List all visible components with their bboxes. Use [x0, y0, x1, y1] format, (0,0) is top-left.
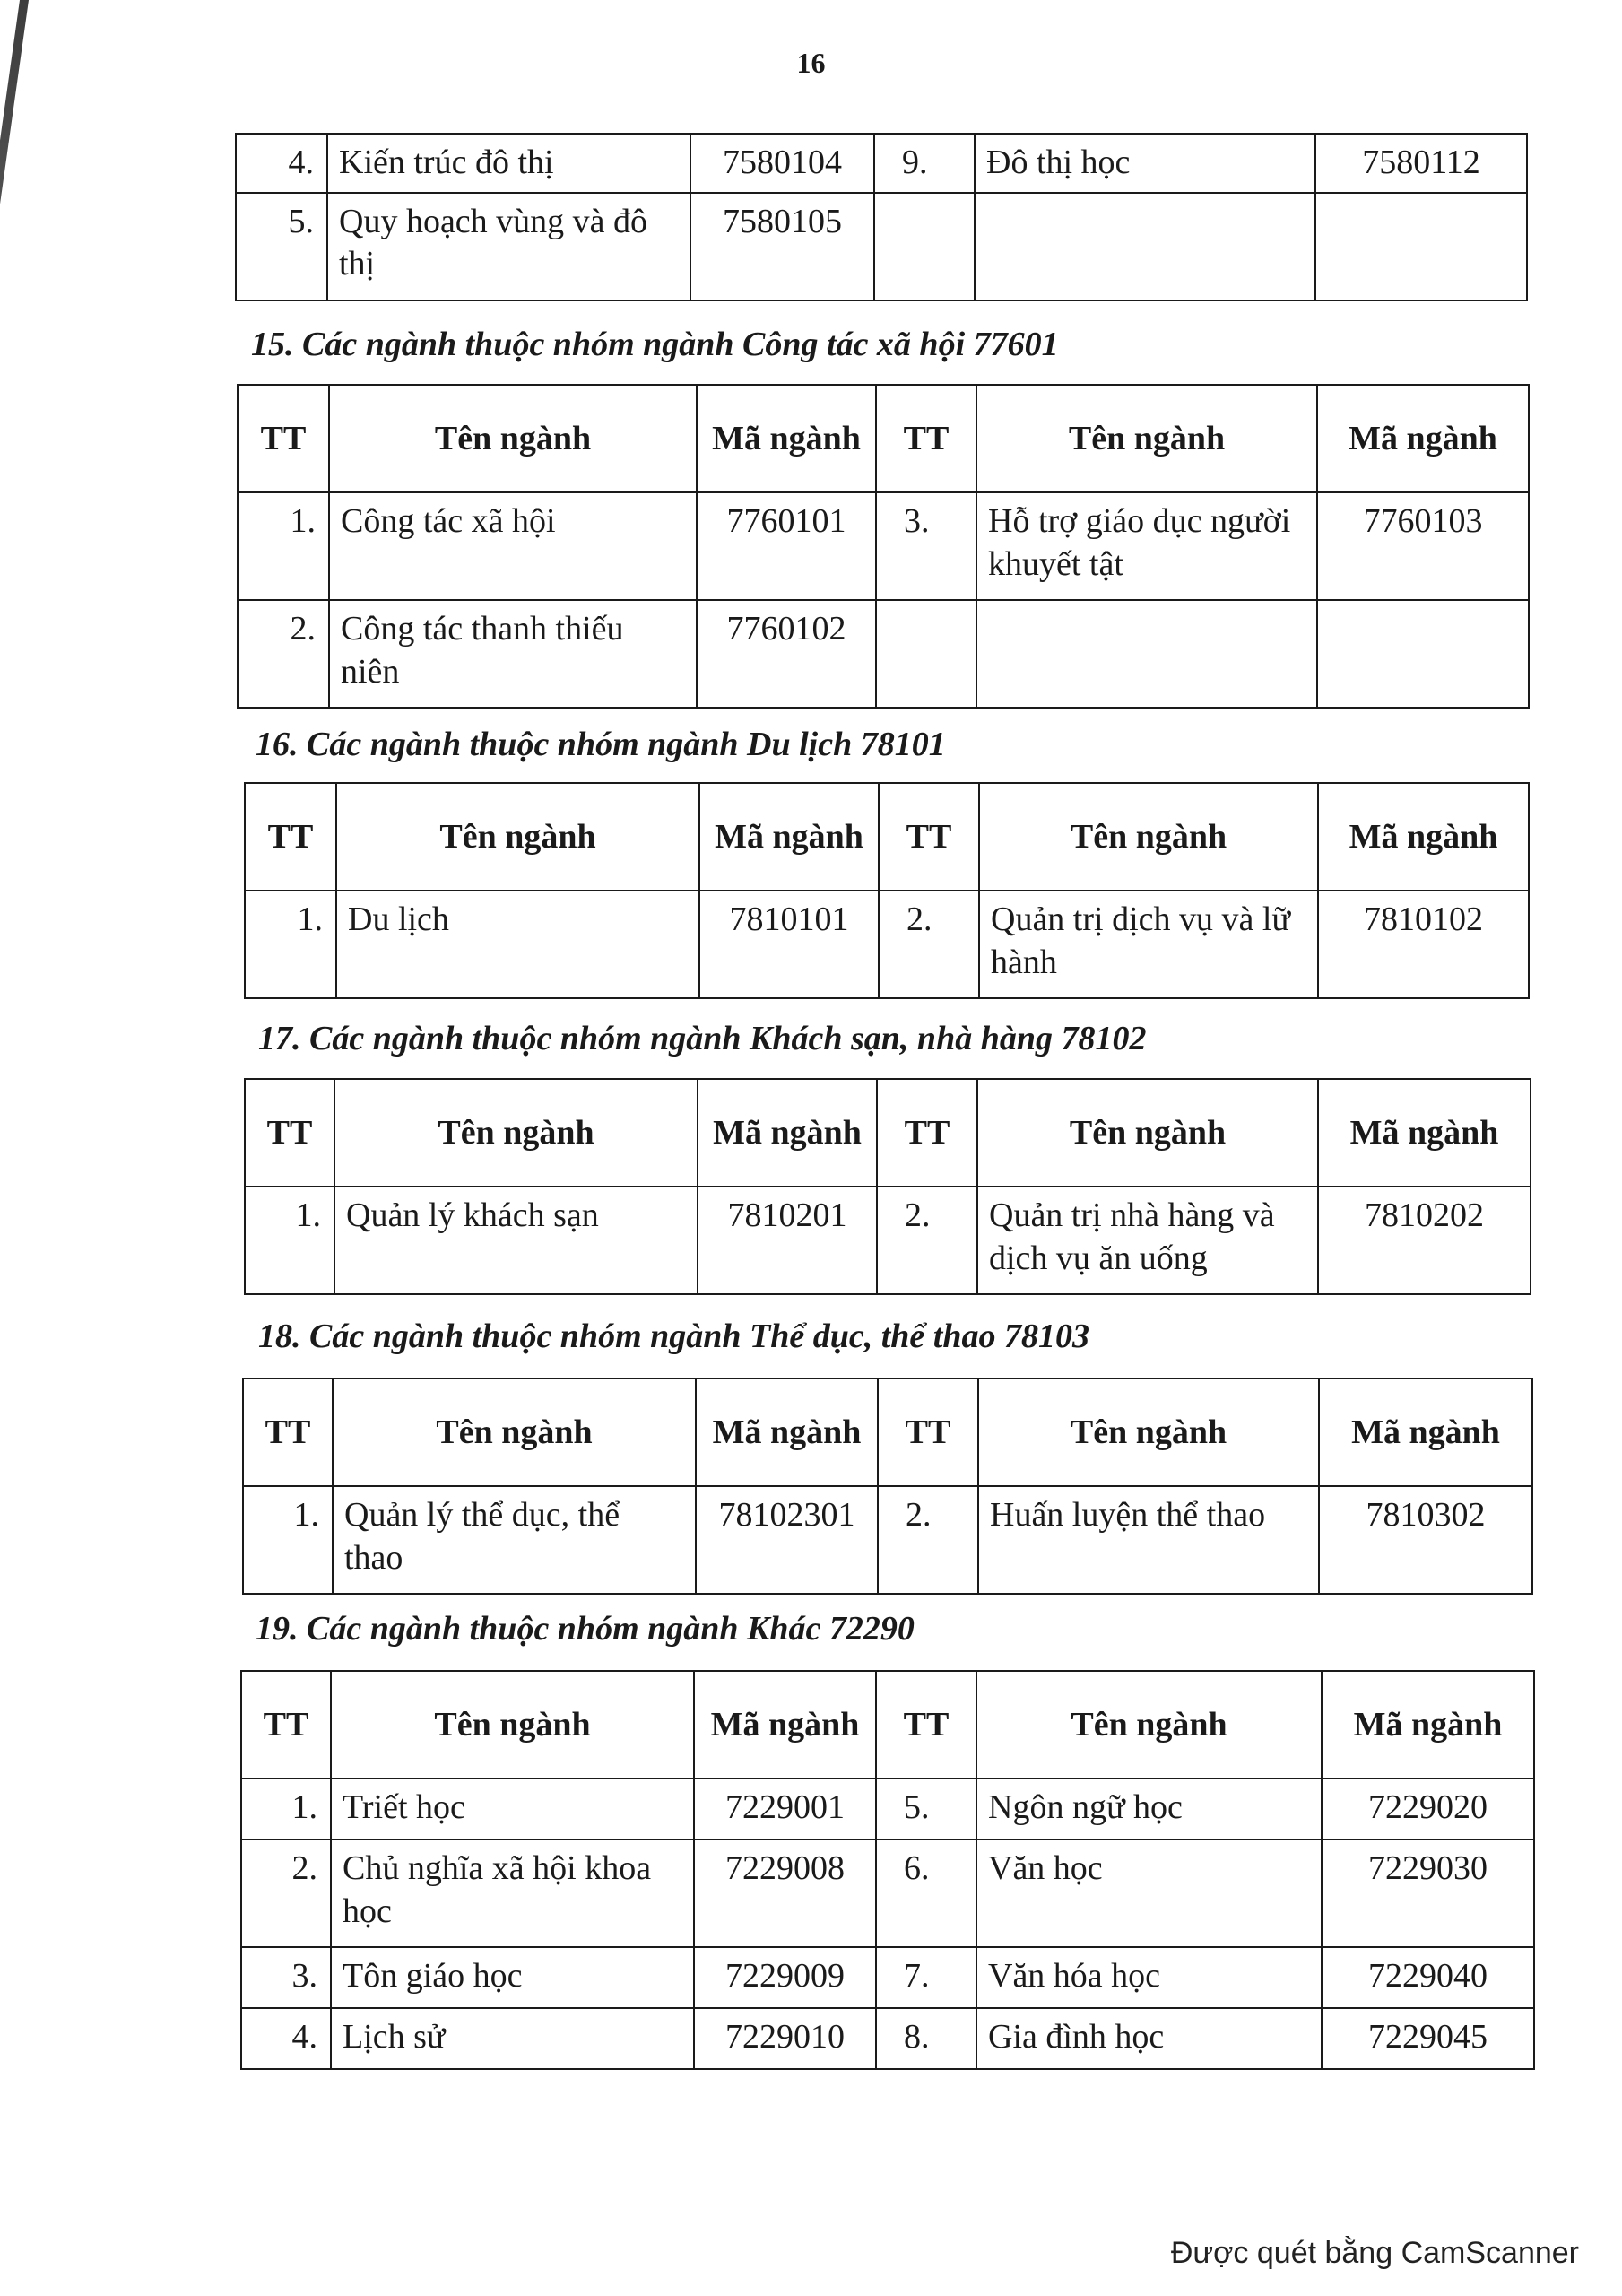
table-body [238, 492, 1529, 708]
header-code: Mã ngành [1317, 385, 1529, 492]
header-name: Tên ngành [334, 1079, 698, 1187]
table-row [243, 1486, 1532, 1594]
cell-name: Chủ nghĩa xã hội khoa học [331, 1839, 694, 1947]
cell-name: Quản lý khách sạn [334, 1187, 698, 1294]
cell-tt: 2. [241, 1839, 331, 1947]
table-row [245, 891, 1529, 998]
cell-tt: 4. [236, 134, 327, 193]
header-tt: TT [879, 783, 979, 891]
table-row [241, 1947, 1534, 2008]
header-name: Tên ngành [979, 783, 1318, 891]
header-code: Mã ngành [699, 783, 879, 891]
header-code: Mã ngành [698, 1079, 877, 1187]
header-row [241, 1671, 1534, 1779]
cell-tt: 2. [879, 891, 979, 998]
cell-code: 7229040 [1322, 1947, 1534, 2008]
header-tt: TT [243, 1378, 333, 1486]
header-name: Tên ngành [978, 1378, 1319, 1486]
header-name: Tên ngành [333, 1378, 696, 1486]
cell-name: Triết học [331, 1779, 694, 1839]
section-heading-19: 19. Các ngành thuộc nhóm ngành Khác 72290 [256, 1610, 915, 1648]
header-code: Mã ngành [694, 1671, 876, 1779]
cell-tt: 8. [876, 2008, 976, 2069]
cell-name: Kiến trúc đô thị [327, 134, 690, 193]
section-heading-15: 15. Các ngành thuộc nhóm ngành Công tác xã hội 77601 [251, 326, 1059, 363]
scanner-watermark: Được quét bằng CamScanner [1170, 2236, 1579, 2270]
table-section-17 [244, 1078, 1531, 1295]
cell-tt: 1. [241, 1779, 331, 1839]
header-name: Tên ngành [331, 1671, 694, 1779]
header-row [245, 783, 1529, 891]
cell-code: 7760101 [697, 492, 876, 600]
cell-name: Quản lý thể dục, thể thao [333, 1486, 696, 1594]
cell-code: 7229020 [1322, 1779, 1534, 1839]
cell-name: Gia đình học [976, 2008, 1322, 2069]
table-body [241, 1779, 1534, 2069]
cell-name: Công tác xã hội [329, 492, 697, 600]
cell-name: Văn học [976, 1839, 1322, 1947]
table-continuation [235, 133, 1528, 301]
header-code: Mã ngành [1319, 1378, 1532, 1486]
table-header [238, 385, 1529, 492]
page-number: 16 [796, 47, 826, 79]
cell-name: Huấn luyện thể thao [978, 1486, 1319, 1594]
cell-code: 7810302 [1319, 1486, 1532, 1594]
cell-tt: 4. [241, 2008, 331, 2069]
cell-tt: 1. [245, 1187, 334, 1294]
header-name: Tên ngành [977, 1079, 1318, 1187]
cell-name: Tôn giáo học [331, 1947, 694, 2008]
header-tt: TT [245, 783, 336, 891]
table-row [241, 1779, 1534, 1839]
header-tt: TT [238, 385, 329, 492]
cell-tt: 2. [877, 1187, 977, 1294]
cell-name: Công tác thanh thiếu niên [329, 600, 697, 708]
table-section-19 [240, 1670, 1535, 2070]
cell-tt: 2. [238, 600, 329, 708]
header-tt: TT [876, 385, 976, 492]
header-code: Mã ngành [697, 385, 876, 492]
cell-code: 7810102 [1318, 891, 1529, 998]
table-row [241, 2008, 1534, 2069]
header-code: Mã ngành [696, 1378, 878, 1486]
header-tt: TT [241, 1671, 331, 1779]
header-row [243, 1378, 1532, 1486]
cell-code: 7580112 [1315, 134, 1527, 193]
cell-name: Quản trị dịch vụ và lữ hành [979, 891, 1318, 998]
section-heading-16: 16. Các ngành thuộc nhóm ngành Du lịch 78101 [256, 726, 946, 763]
cell-code: 7229009 [694, 1947, 876, 2008]
section-heading-17: 17. Các ngành thuộc nhóm ngành Khách sạn, nhà hàng 78102 [258, 1020, 1147, 1057]
table-body [245, 1187, 1531, 1294]
cell-code: 7229030 [1322, 1839, 1534, 1947]
cell-code: 7580104 [690, 134, 874, 193]
cell-tt: 9. [874, 134, 975, 193]
cell-code: 7229001 [694, 1779, 876, 1839]
cell-name: Hỗ trợ giáo dục người khuyết tật [976, 492, 1317, 600]
table-row [245, 1187, 1531, 1294]
cell-code: 7810202 [1318, 1187, 1531, 1294]
cell-code: 78102301 [696, 1486, 878, 1594]
cell-code: 7760103 [1317, 492, 1529, 600]
cell-code: 7229010 [694, 2008, 876, 2069]
table-row [238, 492, 1529, 600]
header-tt: TT [878, 1378, 978, 1486]
cell-tt: 5. [236, 193, 327, 300]
cell-name: Lịch sử [331, 2008, 694, 2069]
cell-tt: 1. [243, 1486, 333, 1594]
cell-name: Quy hoạch vùng và đô thị [327, 193, 690, 300]
table-header [245, 783, 1529, 891]
header-name: Tên ngành [336, 783, 699, 891]
table-row [241, 1839, 1534, 1947]
cell-tt [874, 193, 975, 300]
table-body [245, 891, 1529, 998]
cell-code: 7229045 [1322, 2008, 1534, 2069]
table-header [241, 1671, 1534, 1779]
table-section-18 [242, 1378, 1533, 1595]
cell-code: 7810201 [698, 1187, 877, 1294]
table-header [245, 1079, 1531, 1187]
cell-name [975, 193, 1315, 300]
cell-code [1315, 193, 1527, 300]
cell-name [976, 600, 1317, 708]
cell-tt: 1. [238, 492, 329, 600]
cell-code: 7810101 [699, 891, 879, 998]
cell-name: Đô thị học [975, 134, 1315, 193]
cell-tt: 2. [878, 1486, 978, 1594]
cell-tt [876, 600, 976, 708]
header-tt: TT [245, 1079, 334, 1187]
cell-tt: 6. [876, 1839, 976, 1947]
cell-tt: 5. [876, 1779, 976, 1839]
header-row [245, 1079, 1531, 1187]
header-name: Tên ngành [329, 385, 697, 492]
header-name: Tên ngành [976, 385, 1317, 492]
cell-name: Ngôn ngữ học [976, 1779, 1322, 1839]
header-code: Mã ngành [1322, 1671, 1534, 1779]
cell-name: Văn hóa học [976, 1947, 1322, 2008]
table-section-16 [244, 782, 1530, 999]
table-body [236, 134, 1527, 300]
cell-code [1317, 600, 1529, 708]
cell-code: 7580105 [690, 193, 874, 300]
table-row [236, 193, 1527, 300]
cell-tt: 1. [245, 891, 336, 998]
section-heading-18: 18. Các ngành thuộc nhóm ngành Thể dục, thể thao 78103 [258, 1318, 1089, 1355]
cell-tt: 3. [876, 492, 976, 600]
table-row [238, 600, 1529, 708]
cell-tt: 3. [241, 1947, 331, 2008]
header-tt: TT [877, 1079, 977, 1187]
header-tt: TT [876, 1671, 976, 1779]
cell-tt: 7. [876, 1947, 976, 2008]
table-row [236, 134, 1527, 193]
table-body [243, 1486, 1532, 1594]
header-row [238, 385, 1529, 492]
table-header [243, 1378, 1532, 1486]
cell-code: 7229008 [694, 1839, 876, 1947]
cell-code: 7760102 [697, 600, 876, 708]
header-name: Tên ngành [976, 1671, 1322, 1779]
cell-name: Quản trị nhà hàng và dịch vụ ăn uống [977, 1187, 1318, 1294]
table-section-15 [237, 384, 1530, 709]
cell-name: Du lịch [336, 891, 699, 998]
header-code: Mã ngành [1318, 783, 1529, 891]
header-code: Mã ngành [1318, 1079, 1531, 1187]
